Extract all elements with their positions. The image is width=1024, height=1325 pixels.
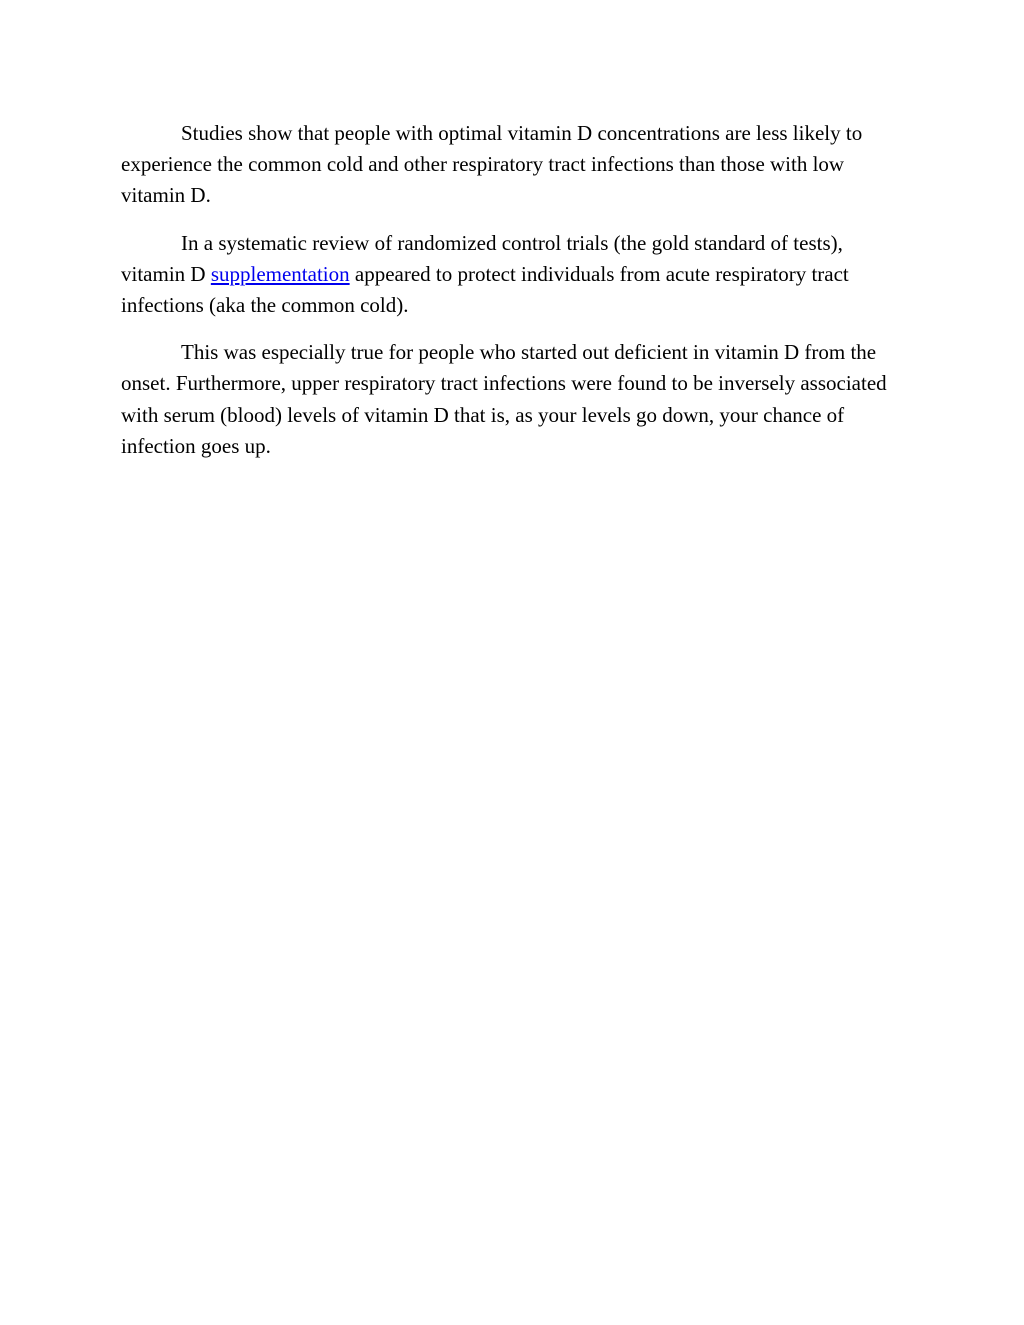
document-body	[121, 118, 891, 478]
paragraph-1-text: Studies show that people with optimal vitamin D concentrations are less likely to experience the common cold and other respiratory tract infections than those with low vitamin D.	[121, 121, 863, 208]
paragraph-2-text-before: In a systematic review of randomized control trials (the gold standard of tests), vitamin D	[121, 230, 843, 286]
paragraph-2-text-after: appeared to protect individuals from acute respiratory tract infections (aka the common cold).	[121, 261, 849, 318]
paragraph-3	[121, 337, 891, 462]
paragraph-2	[121, 228, 891, 322]
supplementation-link[interactable]: supplementation	[210, 261, 350, 286]
paragraph-1	[121, 118, 891, 212]
paragraph-3-text: This was especially true for people who started out deficient in vitamin D from the onset. Furthermore, upper respiratory tract infections were found to be inversely associated with serum (blood) levels of vitamin D that is, as your levels go down, your chance of infection goes up.	[121, 340, 887, 458]
